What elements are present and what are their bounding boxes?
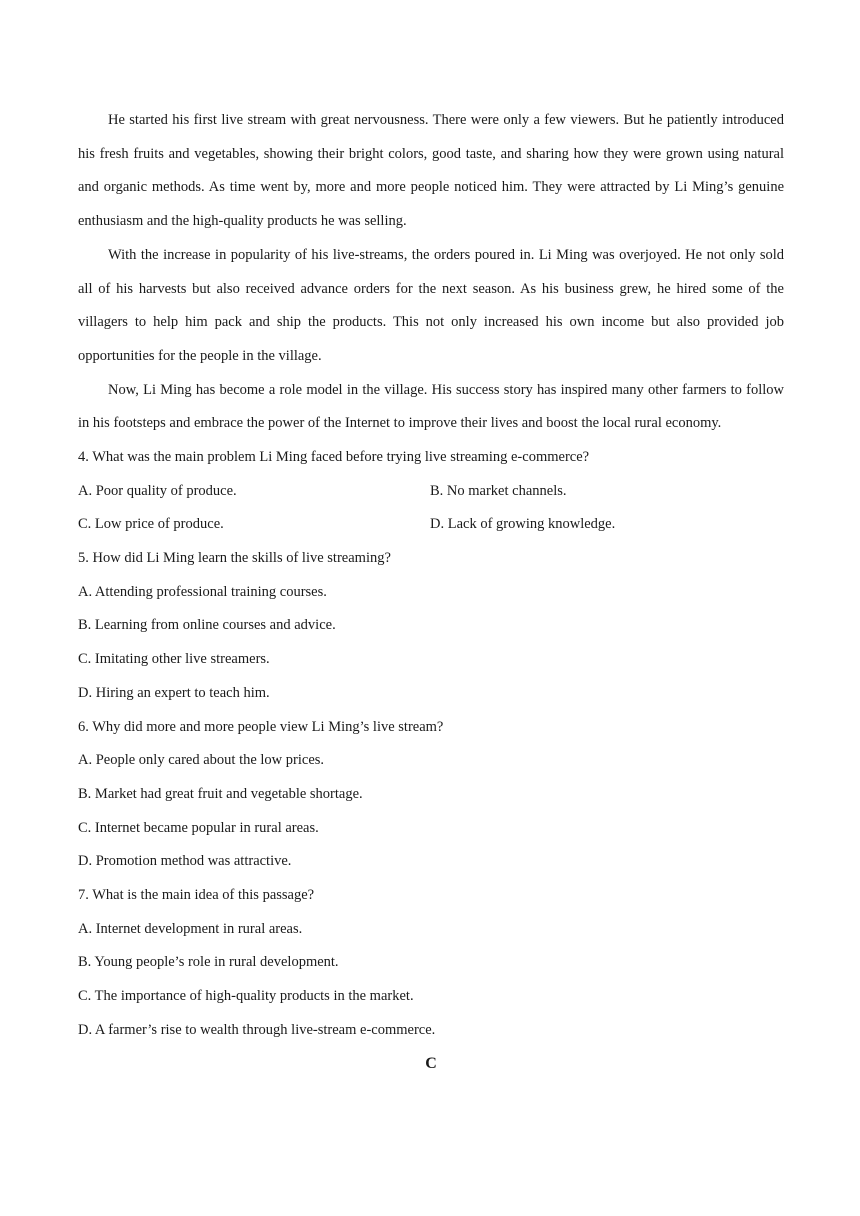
question-stem: 4. What was the main problem Li Ming faced before trying live streaming e-commerce? [78,449,590,466]
option-a: A. Attending professional training courses. [78,583,327,600]
option-b: B. No market channels. [430,482,567,499]
question-5 [78,542,784,710]
question-stem: 6. Why did more and more people view Li Ming’s live stream? [78,718,444,735]
section-heading: C [425,1055,437,1073]
option-c: C. Internet became popular in rural areas. [78,819,319,836]
question-6 [78,711,784,879]
option-c: C. Imitating other live streamers. [78,651,270,668]
question-7 [78,879,784,1047]
option-row [78,475,784,509]
passage-paragraph-2: With the increase in popularity of his live-streams, the orders poured in. Li Ming was overjoyed. He not only sold all of his harvests but also received advance orders for the next season. As his business grew, he hired some of the villagers to help him pack and ship the products. This not only increased his own income but also provided job opportunities for the people in the village. [78,246,784,364]
option-d: D. Lack of growing knowledge. [430,516,616,533]
option-b: B. Learning from online courses and advice. [78,617,336,634]
option-a: A. People only cared about the low prices. [78,752,325,769]
option-d: D. Hiring an expert to teach him. [78,684,270,701]
option-d: D. A farmer’s rise to wealth through live-stream e-commerce. [78,1021,436,1038]
passage-paragraph-1: He started his first live stream with great nervousness. There were only a few viewers. But he patiently introduced his fresh fruits and vegetables, showing their bright colors, good taste, and sharing how they were grown using natural and organic methods. As time went by, more and more people noticed him. They were attracted by Li Ming’s genuine enthusiasm and the high-quality products he was selling. [78,112,784,230]
option-row [78,508,784,542]
option-a: A. Poor quality of produce. [78,482,237,499]
option-c: C. Low price of produce. [78,516,224,533]
question-stem: 5. How did Li Ming learn the skills of live streaming? [78,550,391,567]
question-4 [78,441,784,542]
option-d: D. Promotion method was attractive. [78,853,292,870]
option-a: A. Internet development in rural areas. [78,920,303,937]
option-b: B. Young people’s role in rural development. [78,954,339,971]
document-page [78,104,784,1081]
option-c: C. The importance of high-quality products in the market. [78,988,414,1005]
question-stem: 7. What is the main idea of this passage? [78,886,315,903]
option-b: B. Market had great fruit and vegetable shortage. [78,785,363,802]
passage-paragraph-3: Now, Li Ming has become a role model in the village. His success story has inspired many other farmers to follow in his footsteps and embrace the power of the Internet to improve their lives and boost the local rural economy. [78,381,784,432]
